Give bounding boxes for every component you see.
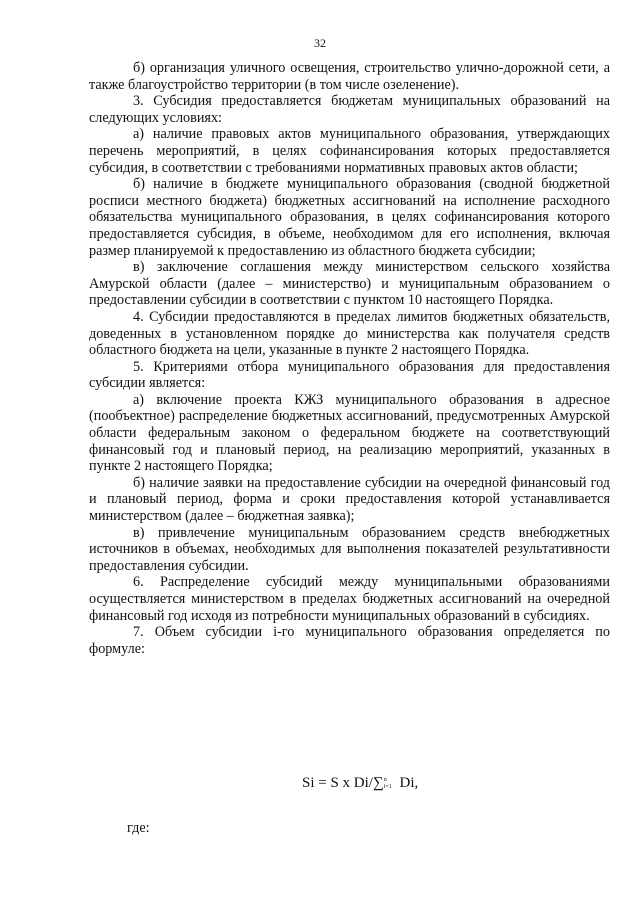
subsidy-formula bbox=[302, 775, 418, 792]
sum-symbol: ∑ bbox=[372, 775, 384, 791]
paragraph: б) наличие в бюджете муниципального образования (сводной бюджетной росписи местного бюджета) бюджетных ассигнований на исполнение расходного обязательства муниципального образования, в целях софинансирования которого предоставляется субсидия, в объеме, необходимом для его исполнения, включая размер планируемой к предоставлению из областного бюджета субсидии; bbox=[89, 176, 610, 259]
paragraph: а) включение проекта КЖЗ муниципального образования в адресное (пообъектное) распределение бюджетных ассигнований, предусмотренных Амурской области федеральным законом о федеральном бюджете на соответствующий финансовый год и плановый период, на реализацию мероприятий, указанных в пункте 2 настоящего Порядка; bbox=[89, 391, 610, 475]
page-number: 32 bbox=[314, 36, 326, 50]
paragraph: 3. Субсидия предоставляется бюджетам муниципальных образований на следующих условиях: bbox=[89, 93, 610, 126]
sum-lower-limit: i=1 bbox=[383, 783, 392, 790]
sum-upper-limit: n bbox=[383, 776, 387, 783]
paragraph: 5. Критериями отбора муниципального образования для предоставления субсидии является: bbox=[89, 358, 610, 392]
paragraph: б) организация уличного освещения, строительство улично-дорожной сети, а также благоустройство территории (в том числе озеленение). bbox=[89, 60, 610, 93]
document-body bbox=[89, 60, 610, 657]
paragraph: 4. Субсидии предоставляются в пределах лимитов бюджетных обязательств, доведенных в установленном порядке до министерства как получателя средств областного бюджета на цели, указанные в пункте 2 настоящего Порядка. bbox=[89, 308, 610, 359]
paragraph: в) привлечение муниципальным образованием средств внебюджетных источников в объемах, необходимых для выполнения показателей результативности предоставления субсидии. bbox=[89, 524, 610, 574]
paragraph: 6. Распределение субсидий между муниципальными образованиями осуществляется министерством в пределах бюджетных ассигнований на очередной финансовый год исходя из потребности муниципальных образований в субсидиях. bbox=[89, 574, 610, 624]
formula-rhs: Di, bbox=[395, 775, 419, 791]
paragraph: а) наличие правовых актов муниципального образования, утверждающих перечень мероприятий, в целях софинансирования которых предоставляется субсидия, в соответствии с требованиями нормативных правовых актов области; bbox=[89, 126, 610, 176]
where-label: где: bbox=[127, 820, 150, 836]
sum-limits bbox=[384, 777, 392, 791]
paragraph: 7. Объем субсидии i-го муниципального образования определяется по формуле: bbox=[89, 624, 610, 657]
paragraph: б) наличие заявки на предоставление субсидии на очередной финансовый год и плановый период, форма и сроки предоставления которой устанавливается министерством (далее – бюджетная заявка); bbox=[89, 474, 610, 525]
paragraph: в) заключение соглашения между министерством сельского хозяйства Амурской области (далее – министерство) и муниципальным образованием о предоставлении субсидии в соответствии с пунктом 10 настоящего Порядка. bbox=[89, 259, 610, 309]
formula-lhs: Si = S x Di/ bbox=[302, 775, 373, 791]
